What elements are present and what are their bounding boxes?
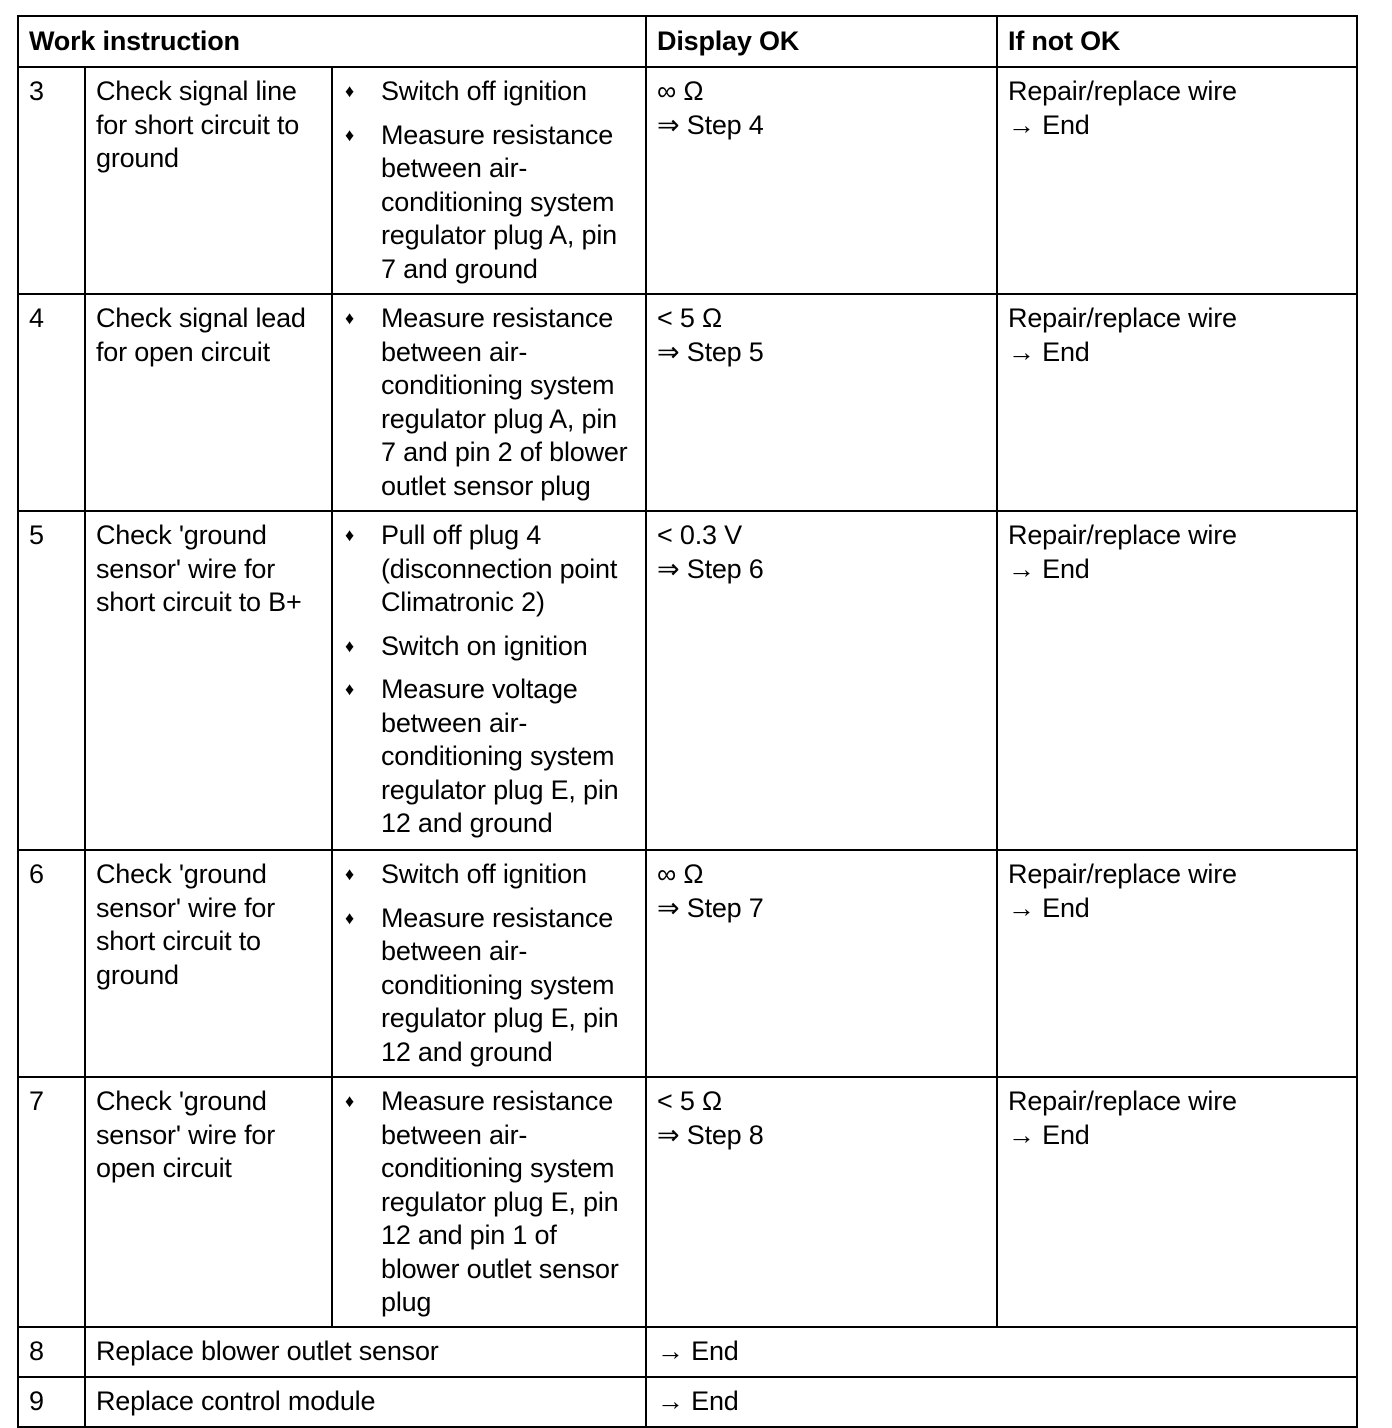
result-cell: → End <box>646 1377 1357 1427</box>
header-if-not-ok: If not OK <box>997 16 1357 67</box>
action-list <box>343 75 635 286</box>
not-ok-next: → End <box>1008 109 1090 140</box>
step-number: 9 <box>18 1377 85 1427</box>
diamond-bullet-icon: ♦ <box>345 81 354 101</box>
not-ok-cell <box>997 1077 1357 1327</box>
action-item: ♦ Measure resistance between air-conditioning system regulator plug A, pin 7 and ground <box>345 119 617 284</box>
display-value: < 5 Ω <box>657 1086 723 1116</box>
check-description: Check signal lead for open circuit <box>85 294 332 511</box>
step-number: 8 <box>18 1327 85 1377</box>
display-ok-cell <box>646 511 997 850</box>
action-item: ♦ Measure resistance between air-conditioning system regulator plug A, pin 7 and pin 2 of blower outlet sensor plug <box>345 303 628 501</box>
action-list <box>343 1085 635 1320</box>
table-row <box>18 67 1357 294</box>
step-number: 5 <box>18 511 85 850</box>
step-number: 3 <box>18 67 85 294</box>
action-list <box>343 519 635 841</box>
table-row <box>18 850 1357 1077</box>
diamond-bullet-icon: ♦ <box>345 635 354 656</box>
action-item: ♦ Measure resistance between air-conditioning system regulator plug E, pin 12 and ground <box>345 902 619 1067</box>
table-row <box>18 1327 1357 1377</box>
display-value: < 5 Ω <box>657 303 723 333</box>
check-description: Check 'ground sensor' wire for open circuit <box>85 1077 332 1327</box>
step-number: 4 <box>18 294 85 511</box>
work-instruction-table <box>17 15 1358 1428</box>
display-value: ∞ Ω <box>657 76 704 106</box>
instruction-cell: Replace blower outlet sensor <box>85 1327 646 1377</box>
next-step: ⇒ Step 7 <box>657 892 764 923</box>
table-row <box>18 511 1357 850</box>
action-item: ♦ Pull off plug 4 (disconnection point Climatronic 2) <box>345 520 618 617</box>
action-list-cell <box>332 511 646 850</box>
step-number: 7 <box>18 1077 85 1327</box>
display-ok-cell <box>646 294 997 511</box>
table-row <box>18 294 1357 511</box>
next-step: ⇒ Step 5 <box>657 336 764 367</box>
not-ok-action: Repair/replace wire <box>1008 303 1237 333</box>
action-item: ♦ Measure voltage between air-conditioning system regulator plug E, pin 12 and ground <box>345 674 619 838</box>
diamond-bullet-icon: ♦ <box>345 907 354 928</box>
action-item: ♦ Switch on ignition <box>343 630 635 664</box>
table-row <box>18 1077 1357 1327</box>
next-step: ⇒ Step 4 <box>657 109 764 140</box>
header-work-instruction: Work instruction <box>18 16 646 67</box>
diamond-bullet-icon: ♦ <box>345 525 354 545</box>
action-list-cell <box>332 67 646 294</box>
display-ok-cell <box>646 1077 997 1327</box>
diamond-bullet-icon: ♦ <box>345 864 354 884</box>
not-ok-next: → End <box>1008 1119 1090 1150</box>
display-ok-cell <box>646 67 997 294</box>
not-ok-next: → End <box>1008 892 1090 923</box>
instruction-cell: Replace control module <box>85 1377 646 1427</box>
display-value: ∞ Ω <box>657 859 704 889</box>
header-display-ok: Display OK <box>646 16 997 67</box>
step-number: 6 <box>18 850 85 1077</box>
diamond-bullet-icon: ♦ <box>345 124 354 145</box>
action-list <box>343 302 635 503</box>
check-description: Check 'ground sensor' wire for short circuit to ground <box>85 850 332 1077</box>
not-ok-next: → End <box>1008 553 1090 584</box>
not-ok-cell <box>997 67 1357 294</box>
next-step: ⇒ Step 6 <box>657 553 764 584</box>
diamond-bullet-icon: ♦ <box>345 679 354 699</box>
not-ok-action: Repair/replace wire <box>1008 859 1237 889</box>
check-description: Check signal line for short circuit to ground <box>85 67 332 294</box>
display-ok-cell <box>646 850 997 1077</box>
action-list <box>343 858 635 1069</box>
action-item: ♦ Switch off ignition <box>343 75 635 109</box>
next-step: ⇒ Step 8 <box>657 1119 764 1150</box>
table-header-row <box>18 16 1357 67</box>
table-row <box>18 1377 1357 1427</box>
check-description: Check 'ground sensor' wire for short circuit to B+ <box>85 511 332 850</box>
not-ok-action: Repair/replace wire <box>1008 76 1237 106</box>
result-cell: → End <box>646 1327 1357 1377</box>
action-list-cell <box>332 850 646 1077</box>
not-ok-action: Repair/replace wire <box>1008 1086 1237 1116</box>
not-ok-cell <box>997 294 1357 511</box>
action-list-cell <box>332 1077 646 1327</box>
action-item: ♦ Measure resistance between air-conditioning system regulator plug E, pin 12 and pin 1 of blower outlet sensor plug <box>345 1086 619 1317</box>
diamond-bullet-icon: ♦ <box>345 1091 354 1111</box>
diamond-bullet-icon: ♦ <box>345 308 354 328</box>
not-ok-next: → End <box>1008 336 1090 367</box>
not-ok-action: Repair/replace wire <box>1008 520 1237 550</box>
action-item: ♦ Switch off ignition <box>343 858 635 892</box>
not-ok-cell <box>997 511 1357 850</box>
action-list-cell <box>332 294 646 511</box>
display-value: < 0.3 V <box>657 520 742 550</box>
not-ok-cell <box>997 850 1357 1077</box>
